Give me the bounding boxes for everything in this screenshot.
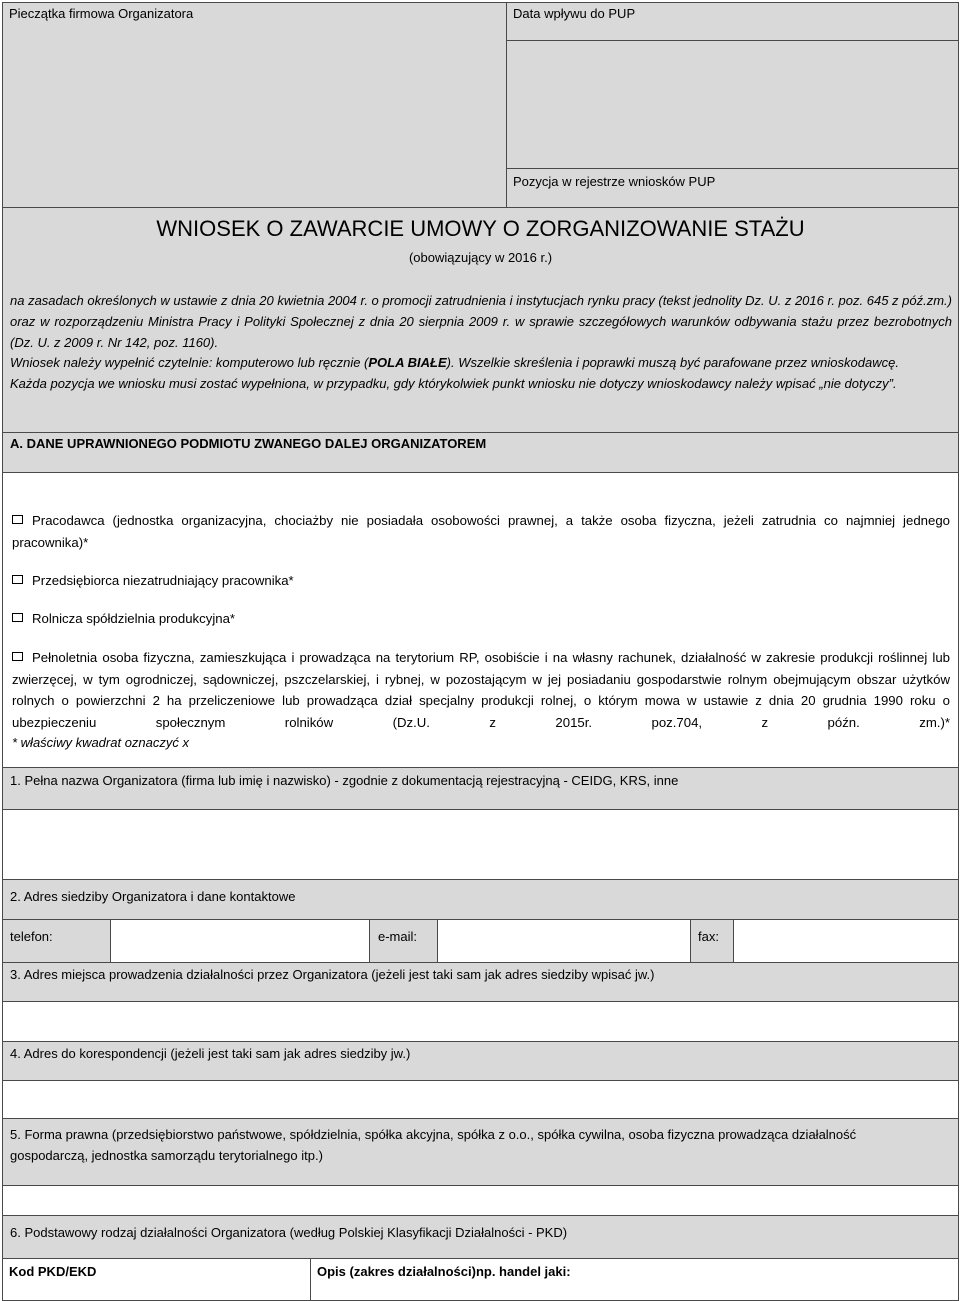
fax-input[interactable] [733,919,959,963]
stamp-label: Pieczątka firmowa Organizatora [9,6,194,21]
email-input[interactable] [437,919,691,963]
activity-description-input[interactable] [310,1258,959,1301]
email-label: e-mail: [378,929,418,944]
legal-basis: na zasadach określonych w ustawie z dnia 20 kwietnia 2004 r. o promocji zatrudnienia i instytucjach rynku pracy (tekst jednolity Dz. U. z 2016 r. poz. 645 z póź.zm.) oraz w rozporządzeniu Ministra Pracy i Polityki Społecznej z dnia 20 sierpnia 2009 r. w sprawie szczegółowych warunków odbywania stażu przez bezrobotnych (Dz. U. z 2009 r. Nr 142, poz. 1160). [10,293,952,350]
activity-description-label: Opis (zakres działalności)np. handel jaki: [317,1264,571,1279]
checkbox-agri-cooperative[interactable] [12,613,23,622]
title-intro-box [2,207,959,433]
field-6-header [2,1215,959,1259]
fill-instructions [10,352,952,373]
field-4-header [2,1041,959,1081]
field-3-header [2,962,959,1002]
section-a-header [2,432,959,473]
field-2-header [2,879,959,920]
form-title: WNIOSEK O ZAWARCIE UMOWY O ZORGANIZOWANIE STAŻU [156,216,805,241]
option-employer-label: Pracodawca (jednostka organizacyjna, chociażby nie posiadała osobowości prawnej, a także osoba fizyczna, jeżeli zatrudnia co najmniej jednego pracownika)* [12,513,950,550]
option-agri-cooperative[interactable] [12,608,950,630]
stamp-box [2,2,507,208]
each-position-note: Każda pozycja we wniosku musi zostać wypełniona, w przypadku, gdy którykolwiek punkt wniosku nie dotyczy wnioskodawcy należy wpisać „nie dotyczy”. [10,376,897,391]
register-position-label: Pozycja w rejestrze wniosków PUP [513,174,716,189]
fill-note-post: ). Wszelkie skreślenia i poprawki muszą być parafowane przez wnioskodawcę. [446,355,899,370]
date-received-field[interactable] [506,40,959,169]
register-position-box[interactable] [506,168,959,208]
phone-input[interactable] [110,919,370,963]
fill-note-bold: POLA BIAŁE [368,355,447,370]
phone-label: telefon: [10,929,53,944]
section-a-title: A. DANE UPRAWNIONEGO PODMIOTU ZWANEGO DALEJ ORGANIZATOREM [10,436,487,451]
field-5-label: 5. Forma prawna (przedsiębiorstwo państwowe, spółdzielnia, spółka akcyjna, spółka z o.o., spółka cywilna, osoba fizyczna prowadząca działalność gospodarczą, jednostka samorządu terytorialnego itp.) [10,1127,857,1163]
legal-form-input[interactable] [2,1185,959,1216]
field-1-header [2,767,959,810]
field-3-label: 3. Adres miejsca prowadzenia działalności przez Organizatora (jeżeli jest taki sam jak adres siedziby wpisać jw.) [10,967,655,982]
option-agri-cooperative-label: Rolnicza spółdzielnia produkcyjna* [32,611,236,626]
option-entrepreneur-label: Przedsiębiorca niezatrudniający pracownika* [32,573,294,588]
fill-note-pre: Wniosek należy wypełnić czytelnie: komputerowo lub ręcznie ( [10,355,369,370]
field-4-label: 4. Adres do korespondencji (jeżeli jest taki sam jak adres siedziby jw.) [10,1046,411,1061]
section-a-options [2,472,959,768]
field-2-label: 2. Adres siedziby Organizatora i dane kontaktowe [10,889,296,904]
option-farmer-label: Pełnoletnia osoba fizyczna, zamieszkująca i prowadząca na terytorium RP, osobiście i na własny rachunek, działalność w zakresie produkcji roślinnej lub zwierzęcej, w tym ogrodniczej, sądowniczej, pszczelarskiej, i rybnej, w pozostającym w jej posiadaniu gospodarstwie rolnym obejmującym obszar użytków rolnych o powierzchni 2 ha przeliczeniowe lub prowadząca dział specjalny produkcji rolnej, o którym mowa w ustawie z dnia 20 grudnia 1990 roku o ubezpieczeniu społecznym rolników (Dz.U. z 2015r. poz.704, z późn. zm.)* [12,650,950,730]
fax-label: fax: [698,929,719,944]
pkd-code-input[interactable] [2,1258,311,1301]
business-address-input[interactable] [2,1001,959,1042]
pkd-code-label: Kod PKD/EKD [9,1264,97,1279]
checkbox-footnote: * właściwy kwadrat oznaczyć x [12,735,189,750]
date-received-label: Data wpływu do PUP [513,6,636,21]
option-employer[interactable] [12,510,950,553]
correspondence-address-input[interactable] [2,1080,959,1119]
checkbox-entrepreneur[interactable] [12,575,23,584]
field-5-header [2,1118,959,1186]
checkbox-farmer[interactable] [12,652,23,661]
checkbox-employer[interactable] [12,515,23,524]
date-received-box [506,2,959,41]
option-farmer[interactable] [12,647,950,733]
field-6-label: 6. Podstawowy rodzaj działalności Organizatora (według Polskiej Klasyfikacji Działalności - PKD) [10,1225,568,1240]
form-subtitle: (obowiązujący w 2016 r.) [408,250,553,265]
field-1-label: 1. Pełna nazwa Organizatora (firma lub imię i nazwisko) - zgodnie z dokumentacją rejestracyjną - CEIDG, KRS, inne [10,773,679,788]
option-entrepreneur[interactable] [12,570,950,592]
organizer-name-input[interactable] [2,809,959,880]
